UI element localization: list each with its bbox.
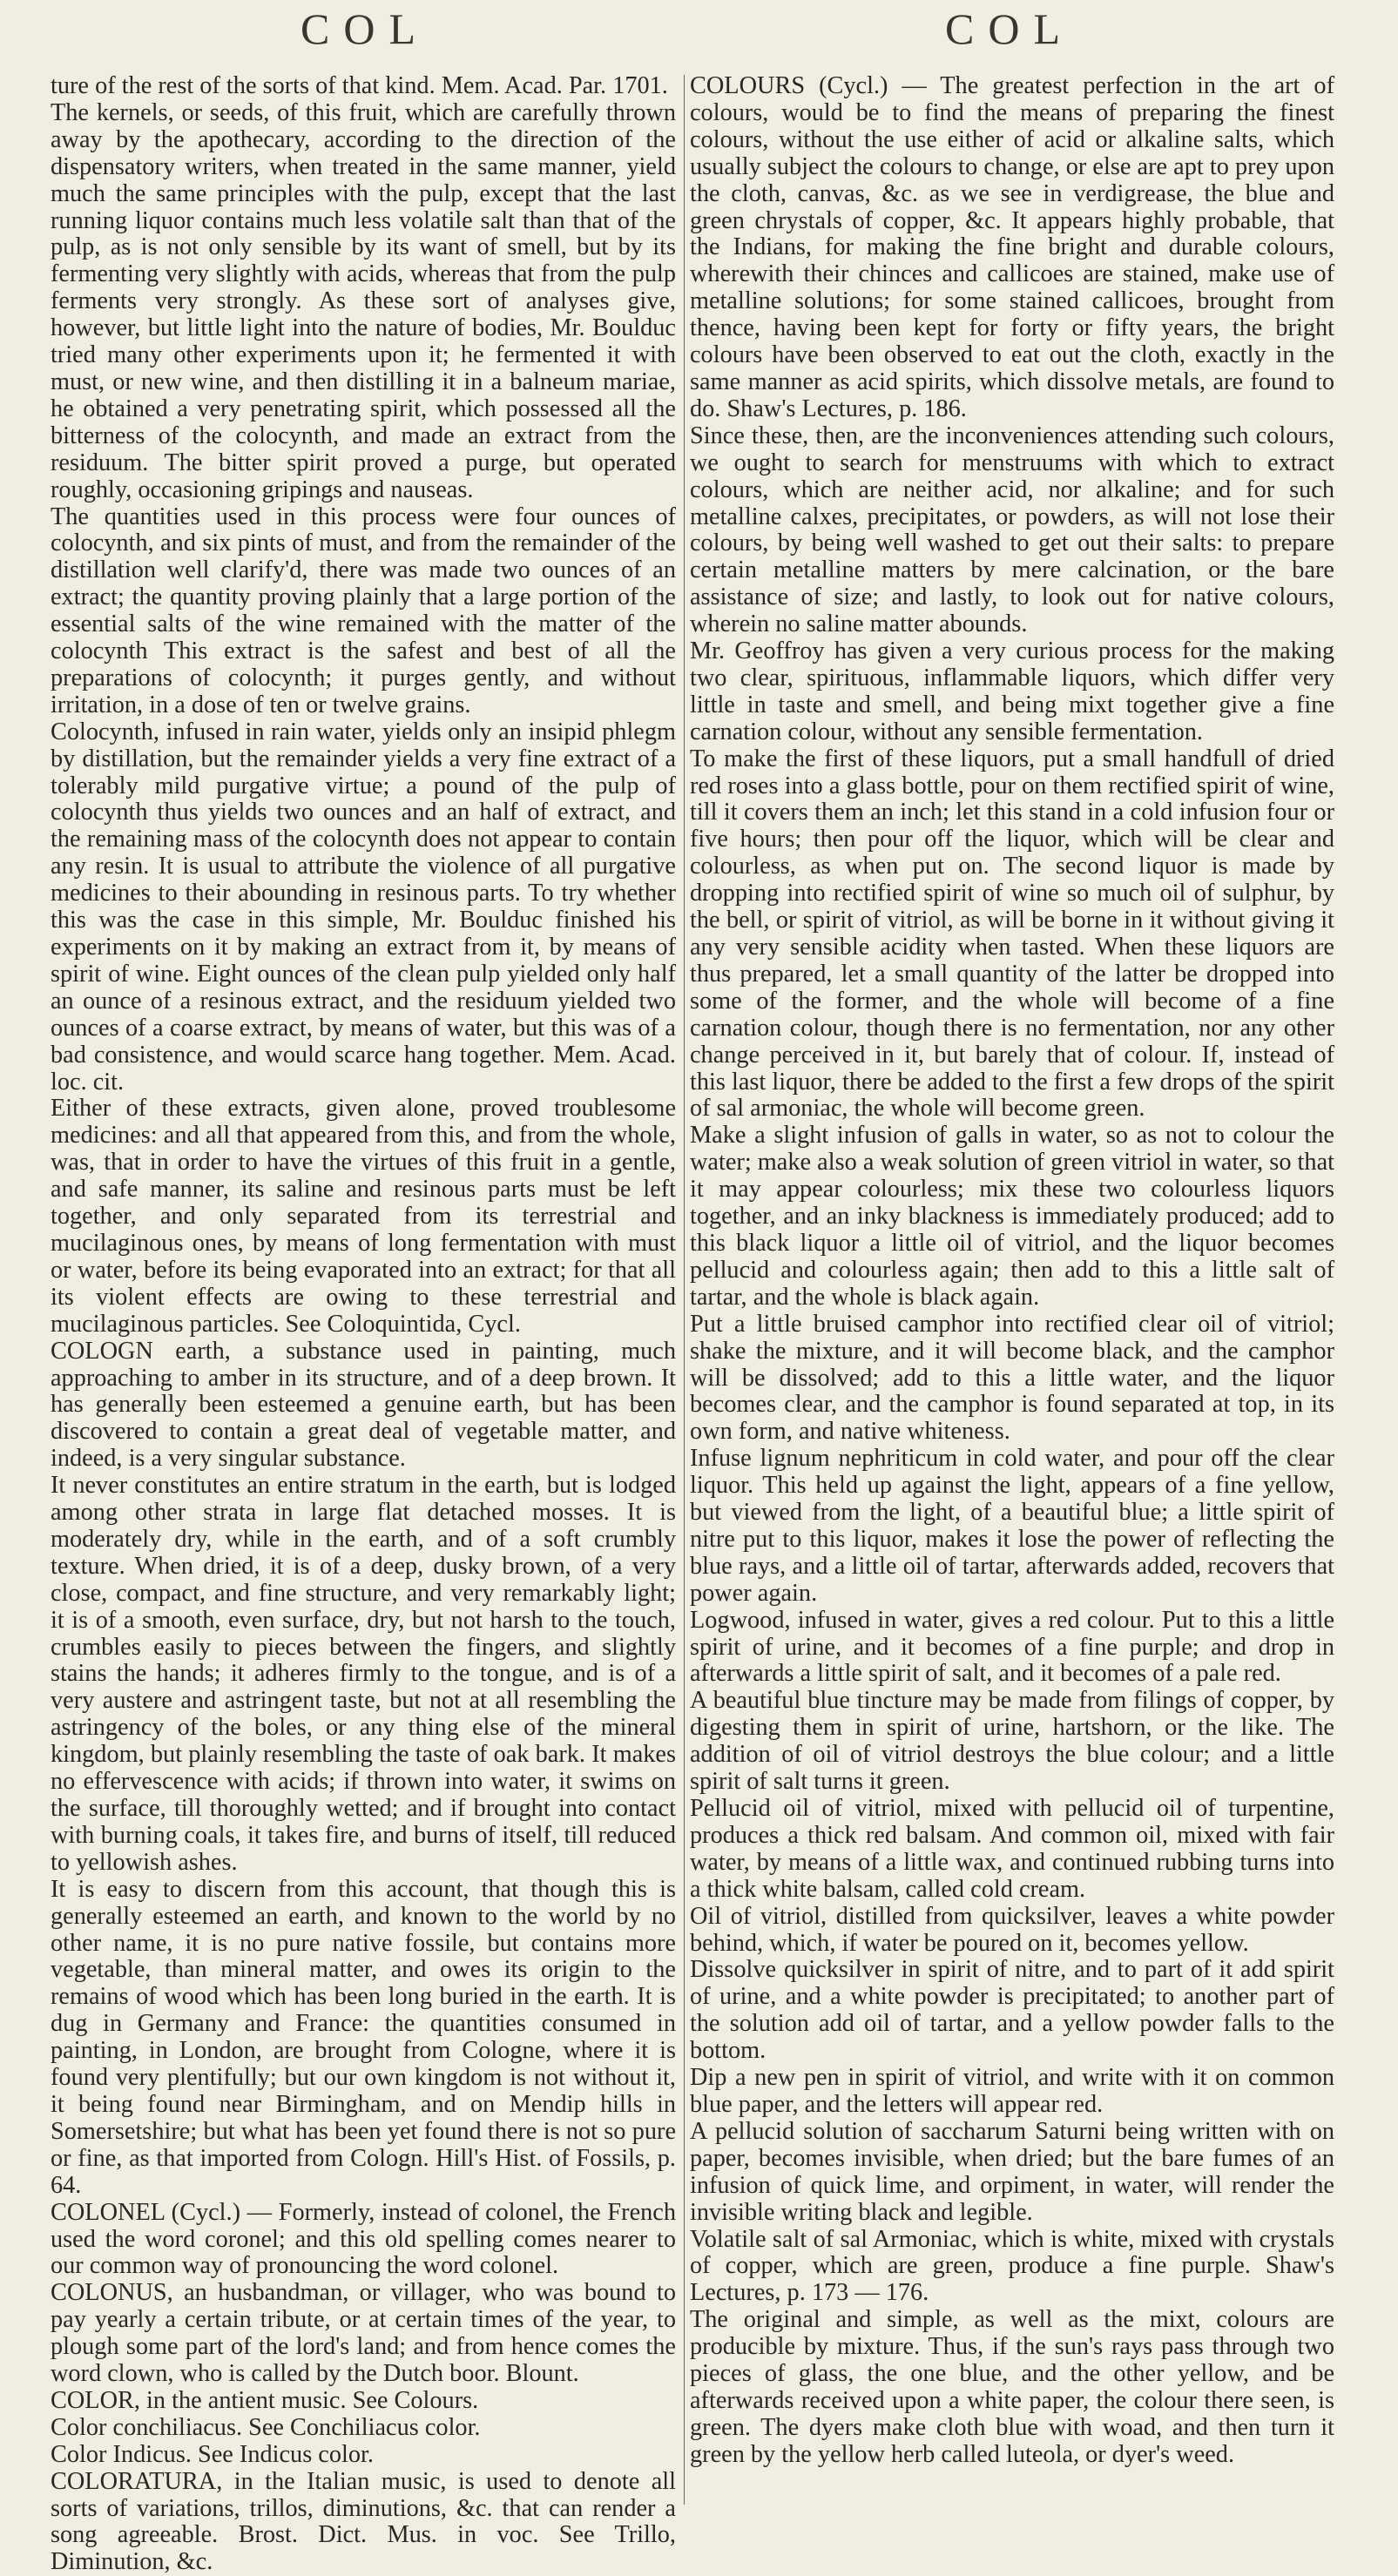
paragraph: Logwood, infused in water, gives a red colour. Put to this a little spirit of urine, and it becomes of a fine purple; and drop in afterwards a little spirit of salt, and it becomes of a pale red.: [690, 1606, 1334, 1688]
paragraph: Either of these extracts, given alone, proved troublesome medicines: and all that appeared from this, and from the whole, was, that in order to have the virtues of this fruit in a gentle, and safe manner, its saline and resinous parts must be left together, and only separated from its terrestrial and mucilaginous ones, by means of long fermentation with must or water, before its being evaporated into an extract; for that all its violent effects are owing to these terrestrial and mucilaginous particles. See Coloquintida, Cycl.: [51, 1095, 676, 1338]
paragraph: COLORATURA, in the Italian music, is used to denote all sorts of variations, trillos, diminutions, &c. that can render a song agreeable. Brost. Dict. Mus. in voc. See Trillo, Diminution, &c.: [51, 2467, 676, 2576]
paragraph: COLOGN earth, a substance used in painting, much approaching to amber in its structure, and of a deep brown. It has generally been esteemed a genuine earth, but has been discovered to contain a great deal of vegetable matter, and indeed, is a very singular substance.: [51, 1337, 676, 1473]
left-column: [51, 73, 676, 2576]
paragraph: COLONUS, an husbandman, or villager, who was bound to pay yearly a certain tribute, or at certain times of the year, to plough some part of the lord's land; and from hence comes the word clown, who is called by the Dutch boor. Blount.: [51, 2279, 676, 2388]
paragraph: A pellucid solution of saccharum Saturni being written with on paper, becomes invisible, when dried; but the bare fumes of an infusion of quick lime, and orpiment, in water, will render the invisible writing black and legible.: [690, 2117, 1334, 2226]
paragraph: COLOR, in the antient music. See Colours.: [51, 2386, 479, 2414]
paragraph: Volatile salt of sal Armoniac, which is white, mixed with crystals of copper, which are green, produce a fine purple. Shaw's Lectures, p. 173 — 176.: [690, 2225, 1334, 2307]
paragraph: Since these, then, are the inconveniences attending such colours, we ought to search for menstruums with which to extract colours, which are neither acid, nor alkaline; and for such metalline calxes, precipitates, or powders, as will not lose their colours, by being well washed to get out their salts: to prepare certain metalline matters by mere calcination, or the bare assistance of size; and lastly, to look out for native colours, wherein no saline matter abounds.: [690, 421, 1334, 638]
paragraph: Make a slight infusion of galls in water, so as not to colour the water; make also a weak solution of green vitriol in water, so that it may appear colourless; mix these two colourless liquors together, and an inky blackness is immediately produced; add to this black liquor a little oil of vitriol, and the liquor becomes pellucid and colourless again; then add to this a little salt of tartar, and the whole is black again.: [690, 1122, 1334, 1311]
paragraph: Dissolve quicksilver in spirit of nitre, and to part of it add spirit of urine, and a white powder is precipitated; to another part of the solution add oil of tartar, and a yellow powder falls to the bottom.: [690, 1956, 1334, 2065]
paragraph: Oil of vitriol, distilled from quicksilver, leaves a white powder behind, which, if water be poured on it, becomes yellow.: [690, 1902, 1334, 1957]
paragraph: A beautiful blue tincture may be made from filings of copper, by digesting them in spirit of urine, hartshorn, or the like. The addition of oil of vitriol destroys the blue colour; and a little spirit of salt turns it green.: [690, 1687, 1334, 1796]
paragraph: Color conchiliacus. See Conchiliacus color.: [51, 2413, 481, 2441]
paragraph: COLONEL (Cycl.) — Formerly, instead of colonel, the French used the word coronel; and this old spelling comes nearer to our common way of pronouncing the word colonel.: [51, 2198, 676, 2280]
paragraph: Mr. Geoffroy has given a very curious process for the making two clear, spirituous, inflammable liquors, which differ very little in taste and smell, and being mixt together give a fine carnation colour, without any sensible fermentation.: [690, 637, 1334, 745]
paragraph: To make the first of these liquors, put a small handfull of dried red roses into a glass bottle, pour on them rectified spirit of wine, till it covers them an inch; let this stand in a cold infusion four or five hours; then pour off the liquor, which will be clear and colourless, as when put on. The second liquor is made by dropping into rectified spirit of wine so much oil of sulphur, by the bell, or spirit of vitriol, as will be borne in it without giving it any very sensible acidity when tasted. When these liquors are thus prepared, let a small quantity of the latter be dropped into some of the former, and the whole will become of a fine carnation colour, though there is no fermentation, nor any other change perceived in it, but barely that of colour. If, instead of this last liquor, there be added to the first a few drops of the spirit of sal armoniac, the whole will become green.: [690, 745, 1334, 1123]
paragraph: COLOURS (Cycl.) — The greatest perfection in the art of colours, would be to find the means of preparing the finest colours, without the use either of acid or alkaline salts, which usually subject the colours to change, or else are apt to prey upon the cloth, canvas, &c. as we see in verdigrease, the blue and green chrystals of copper, &c. It appears highly probable, that the Indians, for making the fine bright and durable colours, wherewith their chinces and callicoes are stained, make use of metalline solutions; for some stained callicoes, brought from thence, having been kept for forty or fifty years, the bright colours have been observed to eat out the cloth, exactly in the same manner as acid spirits, which dissolve metals, are found to do. Shaw's Lectures, p. 186.: [690, 72, 1334, 422]
paragraph: The original and simple, as well as the mixt, colours are producible by mixture. Thus, if the sun's rays pass through two pieces of glass, the one blue, and the other yellow, and be afterwards received upon a white paper, the colour there seen, is green. The dyers make cloth blue with woad, and then turn it green by the yellow herb called luteola, or dyer's weed.: [690, 2306, 1334, 2468]
paragraph: Put a little bruised camphor into rectified clear oil of vitriol; shake the mixture, and it will become black, and the camphor will be dissolved; add to this a little water, and the liquor becomes clear, and the camphor is found separated at top, in its own form, and native whiteness.: [690, 1310, 1334, 1446]
paragraph: The quantities used in this process were four ounces of colocynth, and six pints of must, and from the remainder of the distillation well clarify'd, there was made two ounces of an extract; the quantity proving plainly that a large portion of the essential salts of the wine remained with the matter of the colocynth This extract is the safest and best of all the preparations of colocynth; it purges gently, and without irritation, in a dose of ten or twelve grains.: [51, 502, 676, 718]
paragraph: Colocynth, infused in rain water, yields only an insipid phlegm by distillation, but the remainder yields a very fine extract of a tolerably mild purgative virtue; a pound of the pulp of colocynth thus yields two ounces and an half of extract, and the remaining mass of the colocynth does not appear to contain any resin. It is usual to attribute the violence of all purgative medicines to their abounding in resinous parts. To try whether this was the case in this simple, Mr. Boulduc finished his experiments on it by making an extract from it, by means of spirit of wine. Eight ounces of the clean pulp yielded only half an ounce of a resinous extract, and the residuum yielded two ounces of a coarse extract, by means of water, but this was of a bad consistence, and would scarce hang together. Mem. Acad. loc. cit.: [51, 718, 676, 1096]
header-right: COL: [945, 4, 1074, 53]
paragraph: It never constitutes an entire stratum in the earth, but is lodged among other strata in large flat detached mosses. It is moderately dry, while in the earth, and of a soft crumbly texture. When dried, it is of a deep, dusky brown, of a very close, compact, and fine structure, and very remarkably light; it is of a smooth, even surface, dry, but not harsh to the touch, crumbles easily to pieces between the fingers, and slightly stains the hands; it adheres firmly to the tongue, and is of a very austere and astringent taste, but not at all resembling the astringency of the boles, or any thing else of the mineral kingdom, but plainly resembling the taste of oak bark. It makes no effervescence with acids; if thrown into water, it swims on the surface, till thoroughly wetted; and if brought into contact with burning coals, it takes fire, and burns of itself, till reduced to yellowish ashes.: [51, 1472, 676, 1876]
right-column: [690, 73, 1334, 2469]
paragraph: Pellucid oil of vitriol, mixed with pellucid oil of turpentine, produces a thick red balsam. And common oil, mixed with fair water, by means of a little wax, and continued rubbing turns into a thick white balsam, called cold cream.: [690, 1795, 1334, 1903]
paragraph: ture of the rest of the sorts of that kind. Mem. Acad. Par. 1701.: [51, 72, 668, 99]
running-header: [0, 3, 1398, 64]
paragraph: Color Indicus. See Indicus color.: [51, 2440, 374, 2468]
paragraph: Infuse lignum nephriticum in cold water, and pour off the clear liquor. This held up against the light, appears of a fine yellow, but viewed from the light, of a beautiful blue; a little spirit of nitre put to this liquor, makes it lose the power of reflecting the blue rays, and a little oil of tartar, afterwards added, recovers that power again.: [690, 1445, 1334, 1607]
column-divider: [684, 75, 685, 2505]
header-left: COL: [301, 4, 429, 53]
paragraph: It is easy to discern from this account, that though this is generally esteemed an earth, and known to the world by no other name, it is no pure native fossile, but contains more vegetable, than mineral matter, and owes its origin to the remains of wood which has been long buried in the earth. It is dug in Germany and France: the quantities consumed in painting, in London, are brought from Cologne, where it is found very plentifully; but our own kingdom is not without it, it being found near Birmingham, and on Mendip hills in Somersetshire; but what has been yet found there is not so pure or fine, as that imported from Cologn. Hill's Hist. of Fossils, p. 64.: [51, 1875, 676, 2199]
paragraph: The kernels, or seeds, of this fruit, which are carefully thrown away by the apothecary, according to the direction of the dispensatory writers, when treated in the same manner, yield much the same principles with the pulp, except that the last running liquor contains much less volatile salt than that of the pulp, as is not only sensible by its want of smell, but by its fermenting very slightly with acids, whereas that from the pulp ferments very strongly. As these sort of analyses give, however, but little light into the nature of bodies, Mr. Boulduc tried many other experiments upon it; he fermented it with must, or new wine, and then distilling it in a balneum mariae, he obtained a very penetrating spirit, which possessed all the bitterness of the colocynth, and made an extract from the residuum. The bitter spirit proved a purge, but operated roughly, occasioning gripings and nauseas.: [51, 98, 676, 503]
paragraph: Dip a new pen in spirit of vitriol, and write with it on common blue paper, and the letters will appear red.: [690, 2064, 1334, 2118]
